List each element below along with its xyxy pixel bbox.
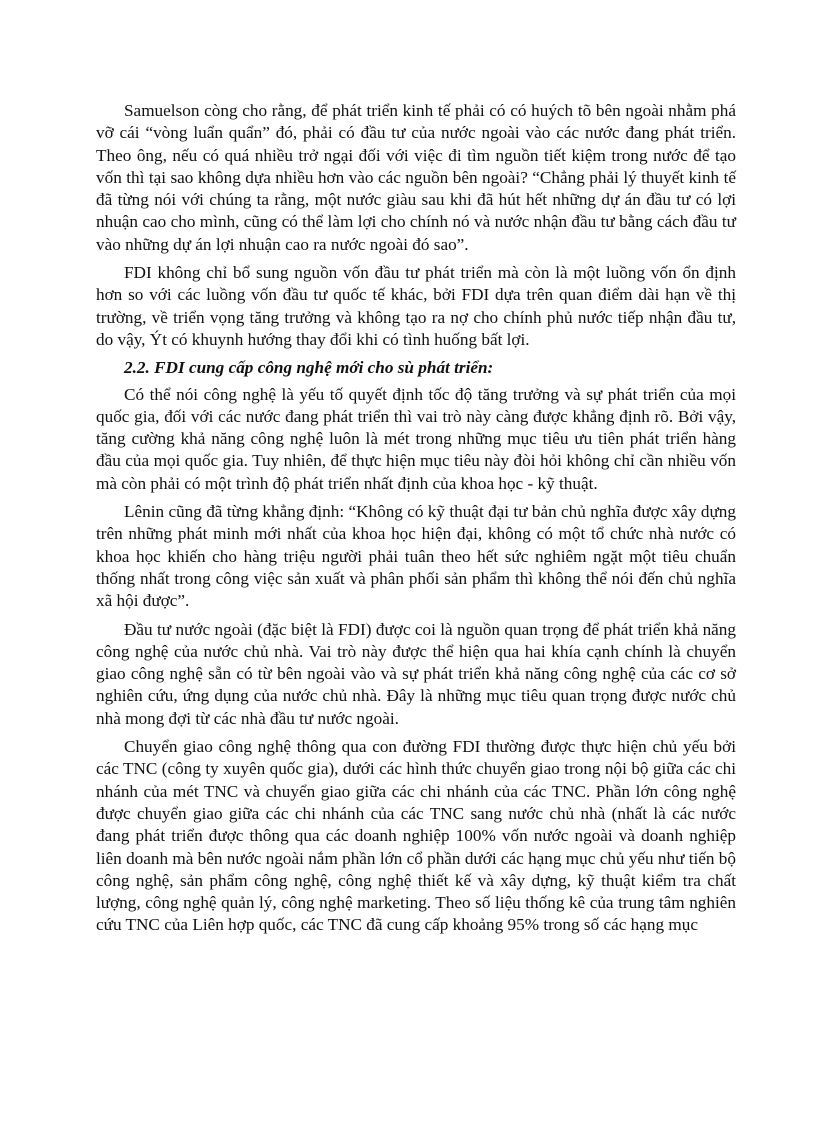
paragraph-technology-transfer: Chuyển giao công nghệ thông qua con đường FDI thường được thực hiện chủ yếu bởi các TNC (công ty xuyên quốc gia), dưới các hình thức chuyển giao trong nội bộ giữa các chi nhánh của mét TNC và chuyển giao giữa các chi nhánh của các TNC. Phần lớn công nghệ được chuyển giao giữa các chi nhánh của các TNC sang nước chủ nhà (nhất là các nước đang phát triển được thông qua các doanh nghiệp 100% vốn nước ngoài và doanh nghiệp liên doanh mà bên nước ngoài nắm phần lớn cổ phần dưới các hạng mục chủ yếu như tiến bộ công nghệ, sản phẩm công nghệ, công nghệ thiết kế và xây dựng, kỹ thuật kiểm tra chất lượng, công nghệ quản lý, công nghệ marketing. Theo số liệu thống kê của trung tâm nghiên cứu TNC của Liên hợp quốc, các TNC đã cung cấp khoảng 95% trong số các hạng mục — [96, 737, 736, 935]
document-body — [96, 100, 736, 943]
paragraph-samuelson: Samuelson còng cho rằng, để phát triển kinh tế phải có có huých tõ bên ngoài nhằm phá vỡ cái “vòng luẩn quẩn” đó, phải có đầu tư của nước ngoài vào các nước đang phát triển. Theo ông, nếu có quá nhiều trở ngại đối với việc đi tìm nguồn tiết kiệm trong nước để tạo vốn thì tại sao không dựa nhiều hơn vào các nguồn bên ngoài? “Chẳng phải lý thuyết kinh tế đã từng nói với chúng ta rằng, một nước giàu sau khi đã hút hết những dự án đầu tư có lợi nhuận cao cho mình, cũng có thể làm lợi cho chính nó và nước nhận đầu tư bằng cách đầu tư vào những dự án lợi nhuận cao ra nước ngoài đó sao”. — [96, 101, 736, 254]
paragraph-fdi-stable-capital: FDI không chỉ bổ sung nguồn vốn đầu tư phát triển mà còn là một luồng vốn ổn định hơn so với các luồng vốn đầu tư quốc tế khác, bởi FDI dựa trên quan điểm dài hạn về thị trường, về triển vọng tăng trưởng và không tạo ra nợ cho chính phủ nước tiếp nhận đầu tư, do vậy, Ýt có khuynh hướng thay đổi khi có tình huống bất lợi. — [96, 263, 736, 349]
section-heading: 2.2. FDI cung cấp công nghệ mới cho sù phát triển: — [124, 358, 494, 378]
paragraph-technology-role: Có thể nói công nghệ là yếu tố quyết định tốc độ tăng trưởng và sự phát triển của mọi quốc gia, đối với các nước đang phát triển thì vai trò này càng được khẳng định rõ. Bởi vậy, tăng cường khả năng công nghệ luôn là mét trong những mục tiêu ưu tiên phát triển hàng đầu của mọi quốc gia. Tuy nhiên, để thực hiện mục tiêu này đòi hỏi không chỉ cần nhiều vốn mà còn phải có một trình độ phát triển nhất định của khoa học - kỹ thuật. — [96, 384, 736, 493]
paragraph-foreign-investment: Đầu tư nước ngoài (đặc biệt là FDI) được coi là nguồn quan trọng để phát triển khả năng công nghệ của nước chủ nhà. Vai trò này được thể hiện qua hai khía cạnh chính là chuyển giao công nghệ sẵn có từ bên ngoài vào và sự phát triển khả năng công nghệ của các cơ sở nghiên cứu, ứng dụng của nước chủ nhà. Đây là những mục tiêu quan trọng được nước chủ nhà mong đợi từ các nhà đầu tư nước ngoài. — [96, 619, 736, 728]
paragraph-lenin-quote: Lênin cũng đã từng khẳng định: “Không có kỹ thuật đại tư bản chủ nghĩa được xây dựng trên những phát minh mới nhất của khoa học hiện đại, không có một tổ chức nhà nước có khoa học khiến cho hàng triệu người phải tuân theo hết sức nghiêm ngặt một tiêu chuẩn thống nhất trong công việc sản xuất và phân phối sản phẩm thì không thể nói đến chủ nghĩa xã hội được”. — [96, 502, 736, 611]
